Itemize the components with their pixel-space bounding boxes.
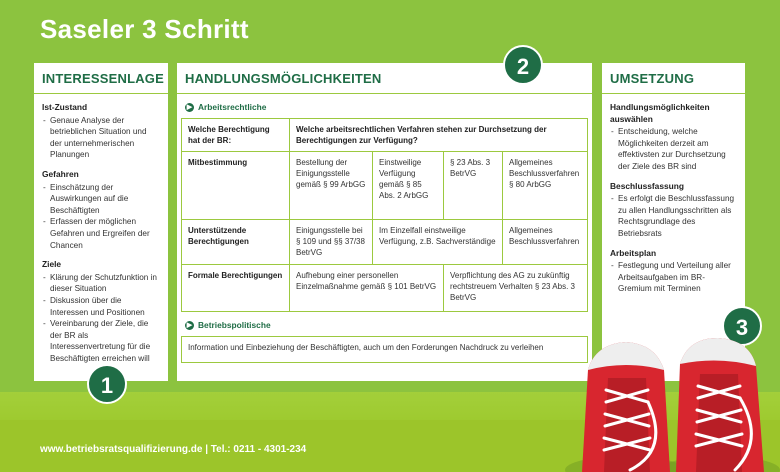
- section-heading: Beschlussfassung: [610, 180, 685, 191]
- table-cell: Allgemeines Beschlussverfahren § 80 ArbGG: [503, 152, 588, 220]
- table-row: [182, 220, 588, 265]
- footer-contact: www.betriebsratsqualifizierung.de | Tel.: 0211 - 4301-234: [40, 444, 307, 455]
- arrow-right-icon: ▶: [186, 103, 193, 111]
- subsection-betriebspolitische: [177, 312, 592, 332]
- list-item: - Erfassen der möglichen Gefahren und Ergreifen der Chancen: [42, 216, 160, 251]
- subsection-label: Arbeitsrechtliche: [198, 102, 267, 112]
- table-cell: § 23 Abs. 3 BetrVG: [444, 152, 503, 220]
- subsection-label: Betriebspolitische: [198, 320, 271, 330]
- list-item: - Entscheidung, welche Möglichkeiten derzeit am effektivsten zur Durchsetzung der Ziele des BR sind: [610, 126, 737, 172]
- panel-interessenlage: [34, 63, 168, 381]
- table-cell: Bestellung der Einigungsstelle gemäß § 99 ArbGG: [290, 152, 373, 220]
- table-cell: Einstweilige Verfügung gemäß § 85 Abs. 2 ArbGG: [373, 152, 444, 220]
- row-header: Mitbestimmung: [182, 152, 290, 220]
- list-item: - Klärung der Schutzfunktion in dieser Situation: [42, 272, 160, 295]
- list-item: - Einschätzung der Auswirkungen auf die Beschäftigten: [42, 182, 160, 217]
- row-header: Unterstützende Berechtigungen: [182, 220, 290, 265]
- row-header: Formale Berechtigungen: [182, 265, 290, 312]
- panel-handlungsmoeglichkeiten: [177, 63, 592, 381]
- political-measures-text: Information und Einbeziehung der Beschäftigten, auch um den Forderungen Nachdruck zu verleihen: [181, 336, 588, 363]
- table-cell: Im Einzelfall einstweilige Verfügung, z.B. Sachverständige: [373, 220, 503, 265]
- table-cell: Verpflichtung des AG zu zukünftig rechtstreuem Verhalten § 23 Abs. 3 BetrVG: [444, 265, 588, 312]
- page-title: Saseler 3 Schritt: [40, 14, 249, 44]
- section-heading: Ist-Zustand: [42, 102, 88, 112]
- table-row: [182, 152, 588, 220]
- section-heading: Ziele: [42, 259, 62, 270]
- list-item: - Es erfolgt die Beschlussfassung zu allen Handlungsschritten als Rechtsgrundlage des Betriebsrats: [610, 193, 737, 239]
- section-heading: Arbeitsplan: [610, 247, 657, 258]
- subsection-arbeitsrechtliche: [177, 94, 592, 114]
- sneakers-illustration: [560, 330, 780, 472]
- panel-heading: UMSETZUNG: [602, 63, 745, 94]
- table-cell: Einigungsstelle bei § 109 und §§ 37/38 BetrVG: [290, 220, 373, 265]
- panel-heading: INTERESSENLAGE: [34, 63, 168, 94]
- list-item: - Festlegung und Verteilung aller Arbeitsaufgaben im BR-Gremium mit Terminen: [610, 260, 737, 295]
- list-item: - Vereinbarung der Ziele, die der BR als Interessenvertretung für die Beschäftigten erreichen will: [42, 318, 160, 364]
- section-heading: Gefahren: [42, 168, 79, 179]
- table-cell: Allgemeines Beschlussverfahren: [503, 220, 588, 265]
- procedures-table: [181, 118, 588, 312]
- table-header-cell: Welche Berechtigung hat der BR:: [182, 119, 290, 152]
- step-badge-3: 3: [722, 306, 762, 346]
- table-cell: Aufhebung einer personellen Einzelmaßnahme gemäß § 101 BetrVG: [290, 265, 444, 312]
- table-row: [182, 265, 588, 312]
- arrow-right-icon: ▶: [186, 321, 193, 329]
- step-badge-1: 1: [87, 364, 127, 404]
- list-item: - Diskussion über die Interessen und Positionen: [42, 295, 160, 318]
- section-heading: Handlungsmöglichkeiten auswählen: [610, 102, 710, 124]
- list-item: - Genaue Analyse der betrieblichen Situation und der unternehmerischen Planungen: [42, 115, 160, 161]
- table-row: [182, 119, 588, 152]
- panel-heading: HANDLUNGSMÖGLICHKEITEN: [177, 63, 592, 94]
- step-badge-2: 2: [503, 45, 543, 85]
- table-header-cell: Welche arbeitsrechtlichen Verfahren stehen zur Durchsetzung der Berechtigungen zur Verfügung?: [290, 119, 588, 152]
